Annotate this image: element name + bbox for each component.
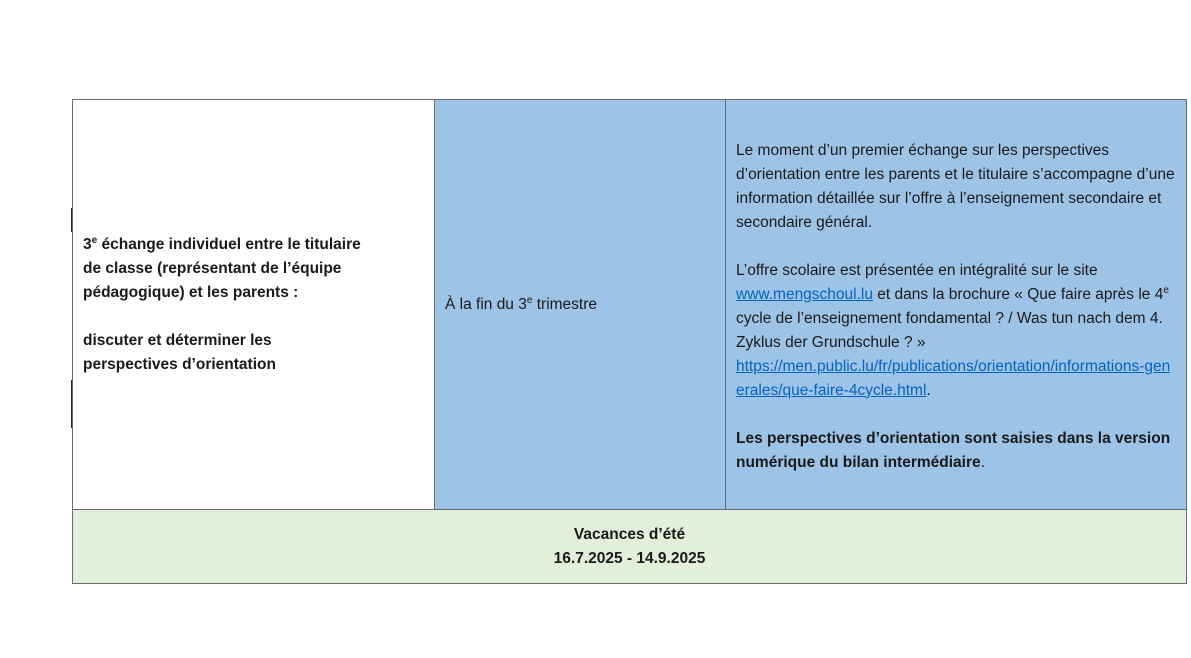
timing-text: À la fin du 3 (445, 295, 527, 313)
details-cell (726, 100, 1187, 510)
mengschoul-link[interactable]: www.mengschoul.lu (736, 285, 873, 303)
step-cell (73, 100, 435, 510)
table-row (73, 100, 1187, 510)
details-text: . (926, 381, 931, 399)
brochure-link[interactable]: https://men.public.lu/fr/publications/orientation/informations-generales/que-faire-4cycle.html (736, 357, 1171, 399)
step-number: 3 (83, 235, 92, 253)
step-title (83, 233, 424, 305)
step-goal-line1: discuter et déterminer les (83, 331, 272, 349)
step-goal (83, 329, 424, 377)
timing-sup: e (526, 294, 533, 306)
table-row (73, 510, 1187, 584)
details-sup: e (1163, 284, 1169, 296)
step-title-line3: pédagogique) et les parents : (83, 283, 299, 301)
details-text: cycle de l’enseignement fondamental ? / Was tun nach dem 4. Zyklus der Grundschule ? » (736, 309, 1163, 351)
timing-cell (435, 100, 726, 510)
details-text: et dans la brochure « Que faire après le 4 (872, 285, 1164, 303)
step-title-line2: de classe (représentant de l’équipe (83, 259, 342, 277)
schedule-table (72, 99, 1187, 584)
step-number-sup: e (91, 234, 98, 246)
vacation-title: Vacances d’été (573, 525, 686, 543)
vacation-dates: 16.7.2025 - 14.9.2025 (553, 549, 706, 567)
details-paragraph-1: Le moment d’un premier échange sur les perspectives d’orientation entre les parents et le titulaire s’accompagne d’une information détaillée sur l’offre à l’enseignement secondaire et secondaire général. (736, 141, 1175, 231)
vacation-cell (73, 510, 1187, 584)
details-paragraph-3 (736, 427, 1176, 475)
details-bold-text: Les perspectives d’orientation sont saisies dans la version numérique du bilan intermédiaire (736, 429, 1171, 471)
details-paragraph-2 (736, 259, 1176, 403)
timing-text-suffix: trimestre (532, 295, 598, 313)
step-title-line1: échange individuel entre le titulaire (97, 235, 361, 253)
step-goal-line2: perspectives d’orientation (83, 355, 276, 373)
details-text: . (980, 453, 985, 471)
details-text: L’offre scolaire est présentée en intégralité sur le site (736, 261, 1098, 279)
